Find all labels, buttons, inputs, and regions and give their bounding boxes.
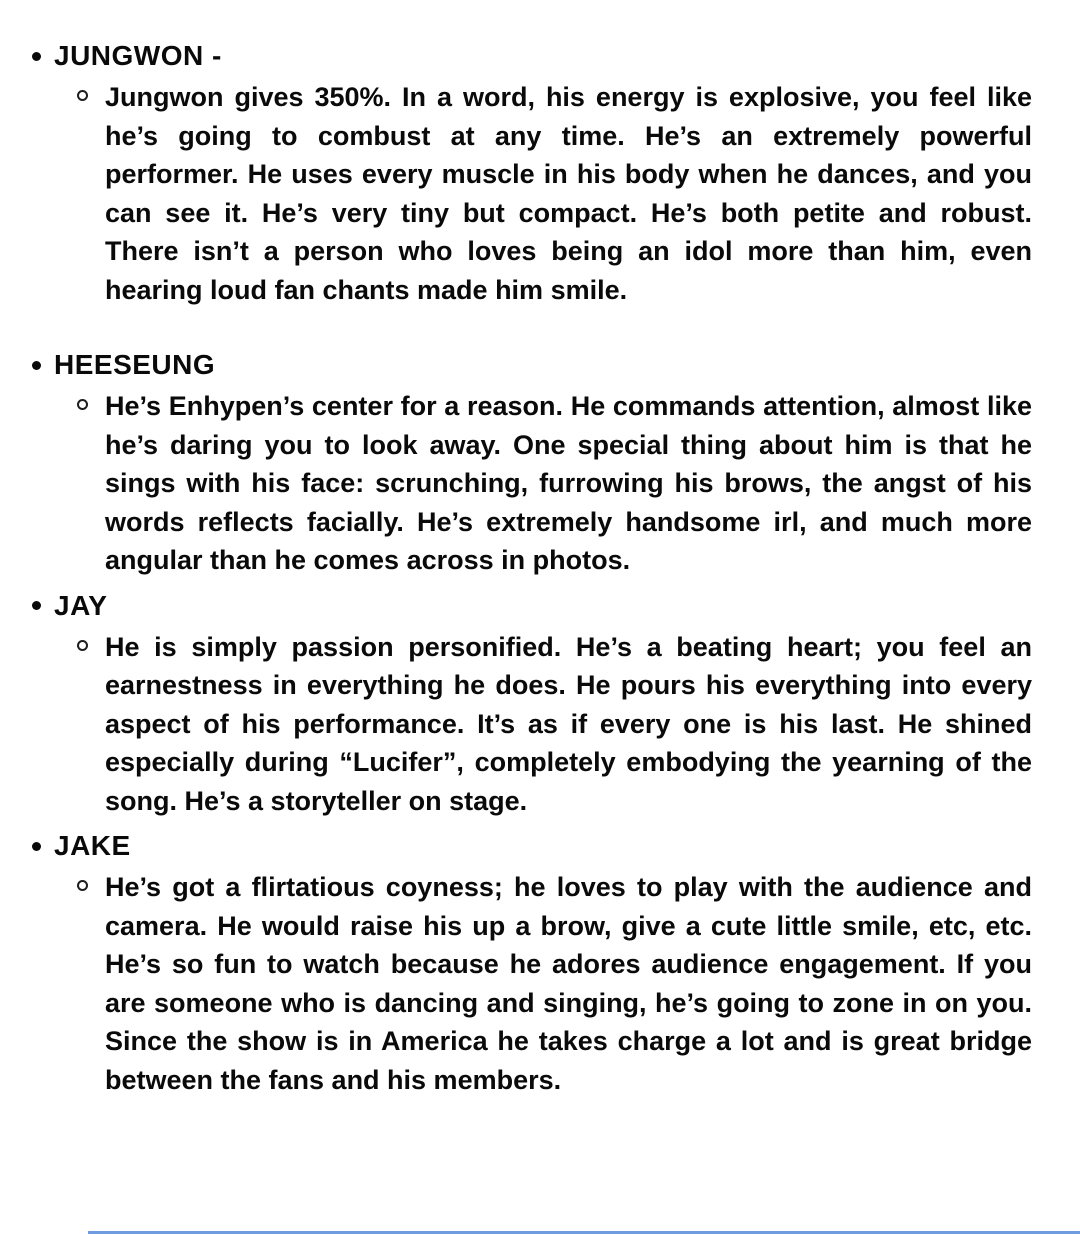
member-name-jay: JAY xyxy=(54,589,108,621)
member-description-text: Jungwon gives 350%. In a word, his energy is explosive, you feel like he’s going to combust at any time. He’s an extremely powerful performer. He uses every muscle in his body when he dances, and you can see it. He’s very tiny but compact. He’s both petite and robust. There isn’t a person who loves being an idol more than him, even hearing loud fan chants made him smile. xyxy=(105,82,1032,305)
circle-bullet-icon xyxy=(77,399,88,410)
member-name-heeseung: HEESEUNG xyxy=(54,349,216,380)
circle-bullet-icon xyxy=(77,640,88,651)
member-description-heeseung xyxy=(105,387,1032,580)
bullet-dot-icon xyxy=(32,601,41,610)
bullet-dot-icon xyxy=(32,842,41,851)
section-heeseung xyxy=(30,349,1032,580)
member-description-text: He’s got a flirtatious coyness; he loves to play with the audience and camera. He would raise his up a brow, give a cute little smile, etc, etc. He’s so fun to watch because he adores audience engagement. If you are someone who is dancing and singing, he’s going to zone in on you. Since the show is in America he takes charge a lot and is great bridge between the fans and his members. xyxy=(105,872,1032,1095)
section-header-row xyxy=(30,349,1032,381)
section-header-row xyxy=(30,40,1032,72)
section-jay xyxy=(30,590,1032,821)
section-header-row xyxy=(30,830,1032,862)
member-description-text: He’s Enhypen’s center for a reason. He commands attention, almost like he’s daring you to look away. One special thing about him is that he sings with his face: scrunching, furrowing his brows, the angst of his words reflects facially. He’s extremely handsome irl, and much more angular than he comes across in photos. xyxy=(105,391,1032,575)
circle-bullet-icon xyxy=(77,90,88,101)
member-description-jake xyxy=(105,868,1032,1099)
section-jungwon xyxy=(30,40,1032,309)
section-jake xyxy=(30,830,1032,1099)
circle-bullet-icon xyxy=(77,880,88,891)
member-description-jay xyxy=(105,628,1032,821)
member-name-jake: JAKE xyxy=(54,830,131,861)
member-description-jungwon xyxy=(105,78,1032,309)
bullet-dot-icon xyxy=(32,52,41,61)
section-header-row xyxy=(30,590,1032,622)
member-name-jungwon: JUNGWON - xyxy=(54,40,222,71)
bullet-dot-icon xyxy=(32,361,41,370)
member-notes-list xyxy=(30,40,1032,1109)
member-description-text: He is simply passion personified. He’s a beating heart; you feel an earnestness in everything he does. He pours his everything into every aspect of his performance. It’s as if every one is his last. He shined especially during “Lucifer”, completely embodying the yearning of the song. He’s a storyteller on stage. xyxy=(105,631,1032,816)
